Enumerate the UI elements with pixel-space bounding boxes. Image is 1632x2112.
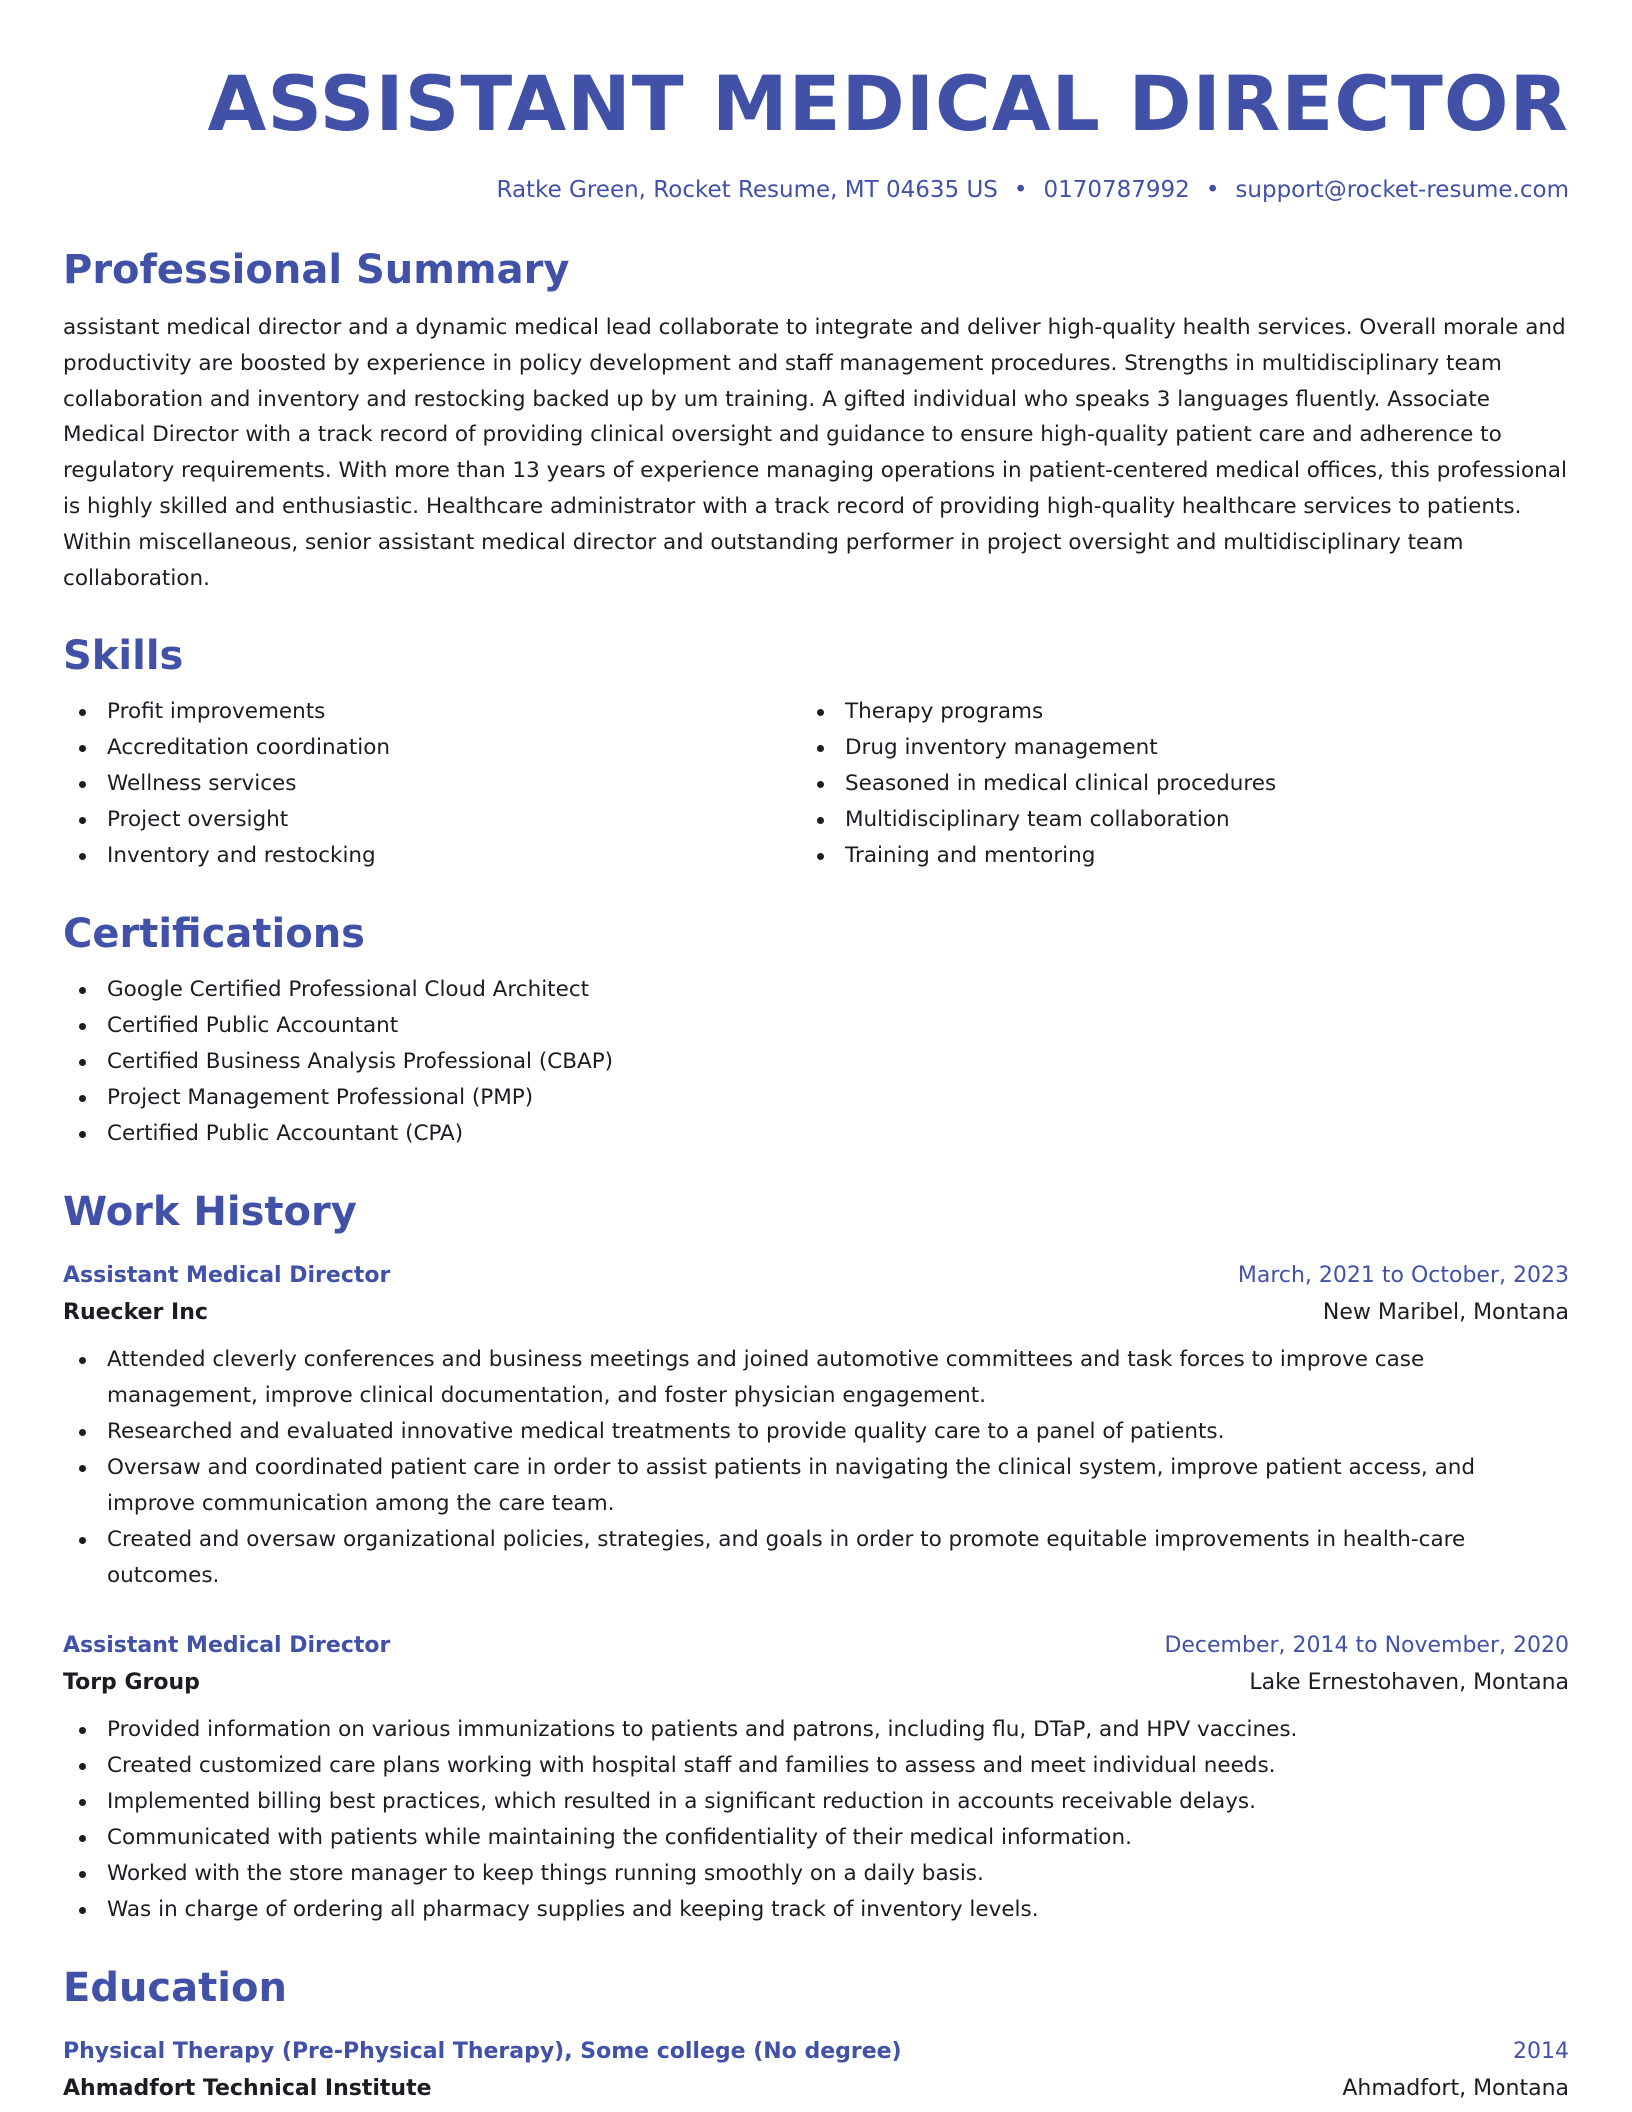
skills-column-right: [801, 694, 1539, 874]
education-degree: Physical Therapy (Pre-Physical Therapy), Some college (No degree): [63, 2039, 902, 2065]
job-location: New Maribel, Montana: [1322, 1300, 1569, 1326]
contact-phone: 0170787992: [1043, 177, 1190, 203]
skills-heading: Skills: [63, 633, 184, 680]
job-header: [63, 1258, 1569, 1294]
contact-email: support@rocket-resume.com: [1235, 177, 1569, 203]
skill-item: Profit improvements: [63, 694, 801, 730]
job-company: Ruecker Inc: [63, 1300, 208, 1326]
certification-item: Certified Public Accountant (CPA): [63, 1116, 1569, 1152]
skill-item: Drug inventory management: [801, 730, 1539, 766]
job-bullets: [63, 1342, 1569, 1594]
contact-address: Ratke Green, Rocket Resume, MT 04635 US: [496, 177, 998, 203]
job-dates: December, 2014 to November, 2020: [1164, 1633, 1569, 1659]
education-heading: Education: [63, 1965, 287, 2012]
education-subheader: [63, 2070, 1569, 2108]
job-bullet: Communicated with patients while maintaining the confidentiality of their medical information.: [63, 1820, 1569, 1856]
job-bullet: Worked with the store manager to keep things running smoothly on a daily basis.: [63, 1856, 1569, 1892]
job-bullet: Implemented billing best practices, which resulted in a significant reduction in accounts receivable delays.: [63, 1784, 1569, 1820]
skill-item: Inventory and restocking: [63, 838, 801, 874]
contact-separator: •: [1013, 177, 1028, 203]
work-history-heading: Work History: [63, 1189, 357, 1236]
education-header: [63, 2034, 1569, 2070]
job-subheader: [63, 1294, 1569, 1332]
job-bullet: Was in charge of ordering all pharmacy supplies and keeping track of inventory levels.: [63, 1892, 1569, 1928]
education-year: 2014: [1513, 2039, 1569, 2065]
certification-item: Google Certified Professional Cloud Architect: [63, 972, 1569, 1008]
certification-item: Certified Business Analysis Professional (CBAP): [63, 1044, 1569, 1080]
skill-item: Therapy programs: [801, 694, 1539, 730]
resume-title: ASSISTANT MEDICAL DIRECTOR: [207, 59, 1569, 148]
job-dates: March, 2021 to October, 2023: [1237, 1263, 1569, 1289]
skill-item: Wellness services: [63, 766, 801, 802]
job-bullet: Researched and evaluated innovative medical treatments to provide quality care to a panel of patients.: [63, 1414, 1569, 1450]
contact-line: [63, 174, 1569, 206]
skills-column-left: [63, 694, 801, 874]
skills-list: [63, 694, 1569, 874]
summary-text: assistant medical director and a dynamic medical lead collaborate to integrate and deliver high-quality health services. Overall morale and productivity are boosted by experience in policy development and staff management procedures. Strengths in multidisciplinary team collaboration and inventory and restocking backed up by um training. A gifted individual who speaks 3 languages fluently. Associate Medical Director with a track record of providing clinical oversight and guidance to ensure high-quality patient care and adherence to regulatory requirements. With more than 13 years of experience managing operations in patient-centered medical offices, this professional is highly skilled and enthusiastic. Healthcare administrator with a track record of providing high-quality healthcare services to patients. Within miscellaneous, senior assistant medical director and outstanding performer in project oversight and multidisciplinary team collaboration.: [63, 315, 1567, 591]
job-role: Assistant Medical Director: [63, 1633, 391, 1659]
job-bullets: [63, 1712, 1569, 1928]
certification-item: Project Management Professional (PMP): [63, 1080, 1569, 1116]
job-company: Torp Group: [63, 1670, 200, 1696]
skill-item: Project oversight: [63, 802, 801, 838]
education-school: Ahmadfort Technical Institute: [63, 2076, 432, 2102]
certifications-list: [63, 972, 1569, 1152]
job-header: [63, 1628, 1569, 1664]
job-entry: [63, 1258, 1569, 1594]
job-bullet: Provided information on various immunizations to patients and patrons, including flu, DTaP, and HPV vaccines.: [63, 1712, 1569, 1748]
job-bullet: Created and oversaw organizational policies, strategies, and goals in order to promote equitable improvements in health-care outcomes.: [63, 1522, 1569, 1594]
contact-separator: •: [1205, 177, 1220, 203]
job-location: Lake Ernestohaven, Montana: [1249, 1670, 1569, 1696]
summary-heading: Professional Summary: [63, 247, 570, 293]
job-entry: [63, 1628, 1569, 1928]
skill-item: Accreditation coordination: [63, 730, 801, 766]
job-bullet: Attended cleverly conferences and business meetings and joined automotive committees and task forces to improve case management, improve clinical documentation, and foster physician engagement.: [63, 1342, 1569, 1414]
skill-item: Training and mentoring: [801, 838, 1539, 874]
skill-item: Multidisciplinary team collaboration: [801, 802, 1539, 838]
job-role: Assistant Medical Director: [63, 1263, 391, 1289]
job-subheader: [63, 1664, 1569, 1702]
job-bullet: Oversaw and coordinated patient care in order to assist patients in navigating the clinical system, improve patient access, and improve communication among the care team.: [63, 1450, 1569, 1522]
education-location: Ahmadfort, Montana: [1342, 2076, 1569, 2102]
certification-item: Certified Public Accountant: [63, 1008, 1569, 1044]
skill-item: Seasoned in medical clinical procedures: [801, 766, 1539, 802]
job-bullet: Created customized care plans working with hospital staff and families to assess and meet individual needs.: [63, 1748, 1569, 1784]
certifications-heading: Certifications: [63, 911, 365, 958]
